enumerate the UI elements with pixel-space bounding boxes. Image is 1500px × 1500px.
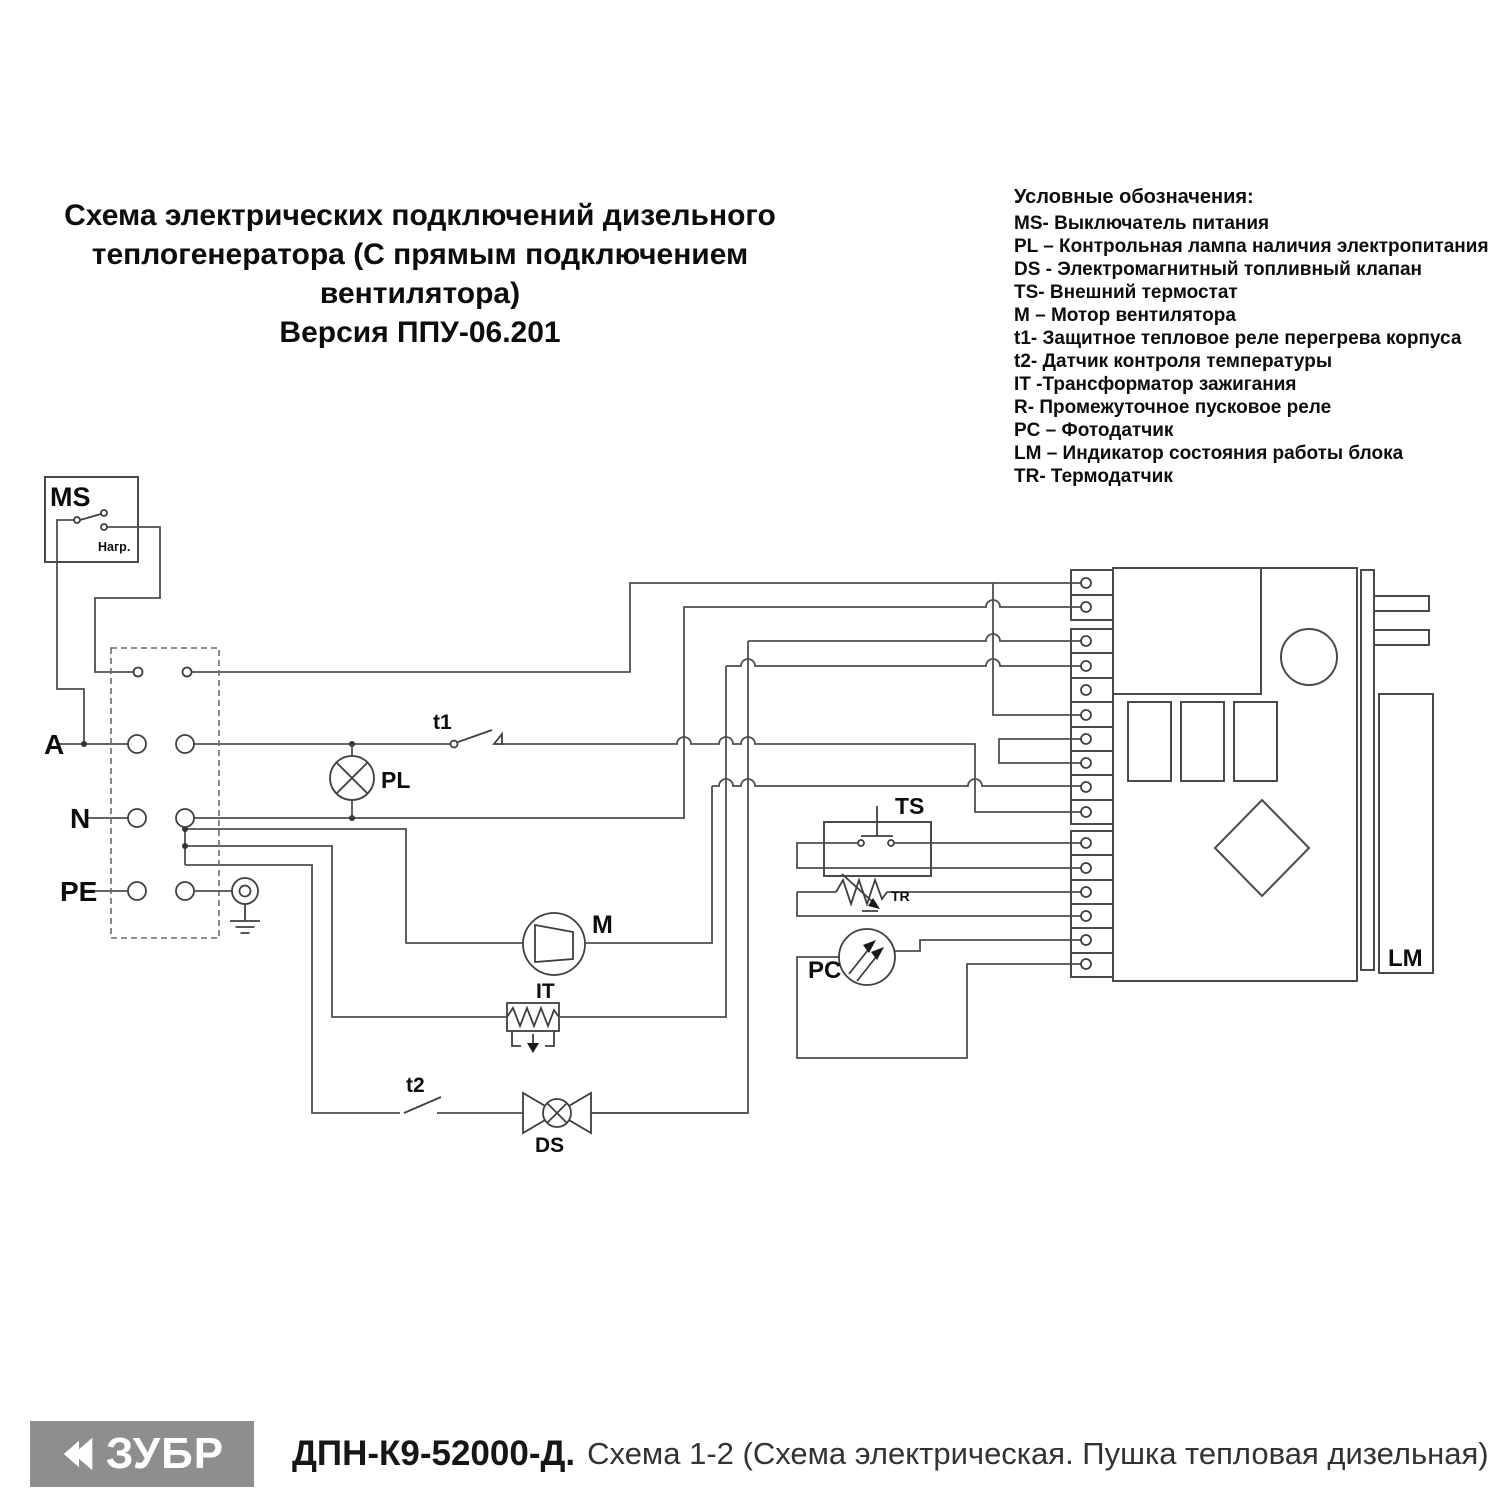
pe-label: PE xyxy=(60,876,98,907)
legend-item: t1- Защитное тепловое реле перегрева корпуса xyxy=(1014,328,1462,349)
t2-temp-sensor xyxy=(404,1074,441,1113)
tr-thermo-sensor xyxy=(836,874,910,911)
legend-item: TS- Внешний термостат xyxy=(1014,282,1238,303)
legend-item: LM – Индикатор состояния работы блока xyxy=(1014,443,1404,464)
title-line: Схема электрических подключений дизельного xyxy=(64,199,776,232)
legend-item: DS - Электромагнитный топливный клапан xyxy=(1014,259,1423,280)
legend-item: TR- Термодатчик xyxy=(1014,466,1173,487)
legend-heading: Условные обозначения: xyxy=(1014,186,1254,208)
title-line: вентилятора) xyxy=(319,277,521,310)
t1-label: t1 xyxy=(433,711,452,734)
neutral-label: N xyxy=(70,803,91,834)
ground-symbol xyxy=(194,878,260,933)
control-unit xyxy=(1113,568,1429,981)
phase-label: A xyxy=(44,729,65,760)
tr-label: TR xyxy=(891,888,910,904)
legend-item: IT -Трансформатор зажигания xyxy=(1014,374,1297,395)
lm-indicator xyxy=(1379,694,1433,973)
t1-thermal-relay xyxy=(433,711,502,748)
t2-label: t2 xyxy=(406,1074,425,1097)
ms-load-label: Нагр. xyxy=(98,540,131,554)
pl-lamp xyxy=(330,744,410,818)
m-label: M xyxy=(592,911,613,939)
pc-photo-sensor xyxy=(808,929,895,985)
scheme-description: Схема 1-2 (Схема электрическая. Пушка тепловая дизельная) xyxy=(587,1436,1489,1471)
pc-label: PC xyxy=(808,957,842,984)
legend-item: t2- Датчик контроля температуры xyxy=(1014,351,1333,372)
input-terminal-block xyxy=(44,648,219,938)
ms-label: MS xyxy=(50,482,91,512)
legend-item: MS- Выключатель питания xyxy=(1014,213,1270,234)
connector-tab xyxy=(1374,596,1429,611)
zubr-logo-icon xyxy=(60,1433,98,1475)
legend-item: M – Мотор вентилятора xyxy=(1014,305,1236,326)
ds-fuel-valve xyxy=(523,1093,591,1157)
it-ignition-transformer xyxy=(507,980,559,1053)
brand-name: ЗУБР xyxy=(105,1429,225,1478)
zubr-logo xyxy=(30,1421,254,1487)
legend-item: PC – Фотодатчик xyxy=(1014,420,1174,441)
ts-external-thermostat xyxy=(824,793,931,876)
it-label: IT xyxy=(536,980,555,1003)
ts-label: TS xyxy=(895,793,925,819)
ds-label: DS xyxy=(535,1134,565,1157)
title-line: Версия ППУ-06.201 xyxy=(279,316,561,349)
connector-tab xyxy=(1374,630,1429,645)
model-number: ДПН-К9-52000-Д. xyxy=(292,1434,576,1473)
lm-label: LM xyxy=(1388,945,1423,972)
legend-item: PL – Контрольная лампа наличия электропитания xyxy=(1014,236,1489,257)
legend-item: R- Промежуточное пусковое реле xyxy=(1014,397,1332,418)
footer-bar xyxy=(0,1421,1500,1491)
wiring xyxy=(57,520,1081,1113)
footer-caption xyxy=(292,1421,1489,1487)
pl-label: PL xyxy=(381,767,411,793)
title-line: теплогенератора (С прямым подключением xyxy=(91,238,749,271)
